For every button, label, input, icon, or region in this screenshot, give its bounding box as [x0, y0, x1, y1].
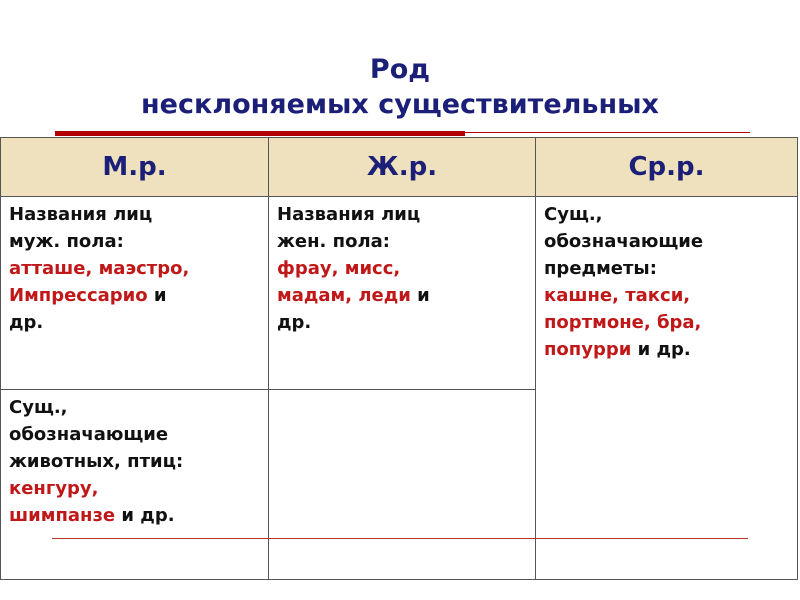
example-words: мадам, леди — [277, 285, 411, 306]
cell-masculine-animals — [1, 390, 269, 580]
header-feminine: Ж.р. — [269, 138, 536, 197]
text-line: др. — [277, 312, 312, 333]
title-line-1: Род — [369, 54, 431, 85]
gender-table — [0, 137, 798, 580]
text-tail: и — [410, 285, 430, 306]
title-underline-thin — [465, 132, 750, 133]
text-line: муж. пола: — [9, 231, 124, 252]
text-line: животных, птиц: — [9, 451, 184, 472]
text-line: Сущ., — [544, 204, 603, 225]
text-line: др. — [9, 312, 44, 333]
example-words: атташе, маэстро, — [9, 258, 190, 279]
example-words: шимпанзе — [9, 505, 116, 526]
example-words: Импрессарио — [9, 285, 148, 306]
example-words: кенгуру, — [9, 478, 99, 499]
text-line: обозначающие — [544, 231, 704, 252]
text-line: предметы: — [544, 258, 657, 279]
example-words: попурри — [544, 339, 632, 360]
text-line: Названия лиц — [9, 204, 153, 225]
table-header-row — [1, 138, 798, 197]
text-line: жен. пола: — [277, 231, 390, 252]
cell-feminine-empty — [269, 390, 536, 580]
text-line: Названия лиц — [277, 204, 421, 225]
table-row-people — [1, 197, 798, 390]
example-words: фрау, мисс, — [277, 258, 401, 279]
header-neuter: Ср.р. — [536, 138, 798, 197]
text-line: Сущ., — [9, 397, 68, 418]
cell-neuter-objects — [536, 197, 798, 580]
text-tail: и др. — [631, 339, 691, 360]
bottom-rule — [52, 538, 748, 539]
text-tail: и — [147, 285, 167, 306]
title-line-2: несклоняемых существительных — [141, 89, 659, 120]
cell-masculine-people — [1, 197, 269, 390]
title-underline-thick — [55, 131, 465, 136]
example-words: кашне, такси, — [544, 285, 691, 306]
cell-feminine-people — [269, 197, 536, 390]
header-masculine: М.р. — [1, 138, 269, 197]
example-words: портмоне, бра, — [544, 312, 702, 333]
slide-title — [0, 52, 800, 122]
text-line: обозначающие — [9, 424, 169, 445]
text-tail: и др. — [115, 505, 175, 526]
